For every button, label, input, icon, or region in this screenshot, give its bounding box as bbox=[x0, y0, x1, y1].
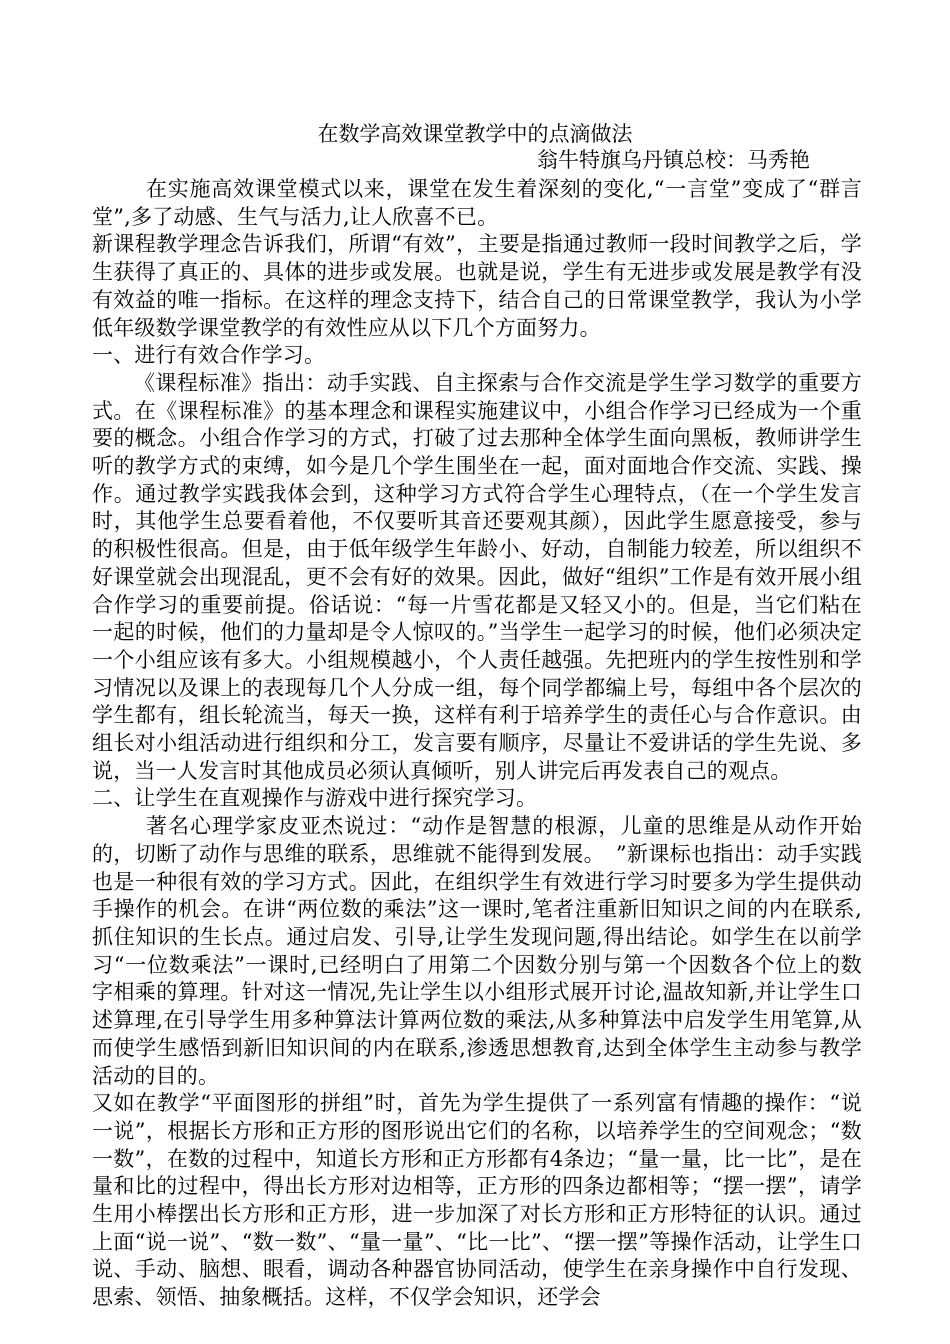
document-body bbox=[92, 176, 862, 1312]
document-title: 在数学高效课堂教学中的点滴做法 bbox=[317, 122, 633, 146]
section-heading-2: 二、让学生在直观操作与游戏中进行探究学习。 bbox=[92, 786, 538, 811]
paragraph-cooperation: 《课程标准》指出：动手实践、自主探索与合作交流是学生学习数学的重要方式。在《课程标准》的基本理念和课程实施建议中，小组合作学习已经成为一个重要的概念。小组合作学习的方式，打破了过去那种全体学生面向黑板，教师讲学生听的教学方式的束缚，如今是几个学生围坐在一起，面对面地合作交流、实践、操作。通过教学实践我体会到，这种学习方式符合学生心理特点，（在一个学生发言时，其他学生总要看着他，不仅要听其音还要观其颜），因此学生愿意接受，参与的积极性很高。但是，由于低年级学生年龄小、好动，自制能力较差，所以组织不好课堂就会出现混乱，更不会有好的效果。因此，做好“组织”工作是有效开展小组合作学习的重要前提。俗话说：“每一片雪花都是又轻又小的。但是，当它们粘在一起的时候，他们的力量却是令人惊叹的。”当学生一起学习的时候，他们必须决定一个小组应该有多大。小组规模越小，个人责任越强。先把班内的学生按性别和学习情况以及课上的表现每几个人分成一组，每个同学都编上号，每组中各个层次的学生都有，组长轮流当，每天一换，这样有利于培养学生的责任心与合作意识。由组长对小组活动进行组织和分工，发言要有顺序，尽量让不爱讲话的学生先说、多说，当一人发言时其他成员必须认真倾听，别人讲完后再发表自己的观点。 bbox=[92, 370, 862, 783]
document-author: 翁牛特旗乌丹镇总校：马秀艳 bbox=[537, 148, 810, 172]
section-heading-1: 一、进行有效合作学习。 bbox=[92, 343, 326, 368]
paragraph-shapes: 又如在教学“平面图形的拼组”时，首先为学生提供了一系列富有情趣的操作：“说一说”，根据长方形和正方形的图形说出它们的名称，以培养学生的空间观念；“数一数”，在数的过程中，知道长方形和正方形都有4条边；“量一量，比一比”，是在量和比的过程中，得出长方形对边相等，正方形的四条边都相等；“摆一摆”，请学生用小棒摆出长方形和正方形，进一步加深了对长方形和正方形特征的认识。通过上面“说一说”、“数一数”、“量一量”、“比一比”、“摆一摆”等操作活动，让学生口说、手动、脑想、眼看，调动各种器官协同活动，使学生在亲身操作中自行发现、思索、领悟、抽象概括。这样，不仅学会知识，还学会 bbox=[92, 1091, 862, 1310]
paragraph-intro: 在实施高效课堂模式以来，课堂在发生着深刻的变化,“一言堂”变成了“群言堂”,多了动感、生气与活力,让人欣喜不已。 bbox=[92, 177, 862, 229]
paragraph-piaget: 著名心理学家皮亚杰说过：“动作是智慧的根源，儿童的思维是从动作开始的，切断了动作与思维的联系，思维就不能得到发展。 ”新课标也指出：动手实践也是一种很有效的学习方式。因此，在组织学生有效进行学习时要多为学生提供动手操作的机会。在讲“两位数的乘法”这一课时,笔者注重新旧知识之间的内在联系,抓住知识的生长点。通过启发、引导,让学生发现问题,得出结论。如学生在以前学习“一位数乘法”一课时,已经明白了用第二个因数分别与第一个因数各个位上的数字相乘的算理。针对这一情况,先让学生以小组形式展开讨论,温故知新,并让学生口述算理,在引导学生用多种算法计算两位数的乘法,从多种算法中启发学生用笔算,从而使学生感悟到新旧知识间的内在联系,渗透思想教育,达到全体学生主动参与教学活动的目的。 bbox=[92, 814, 862, 1088]
paragraph-concept: 新课程教学理念告诉我们，所谓“有效”，主要是指通过教师一段时间教学之后，学生获得了真正的、具体的进步或发展。也就是说，学生有无进步或发展是教学有没有效益的唯一指标。在这样的理念支持下，结合自己的日常课堂教学，我认为小学低年级数学课堂教学的有效性应从以下几个方面努力。 bbox=[92, 232, 862, 340]
